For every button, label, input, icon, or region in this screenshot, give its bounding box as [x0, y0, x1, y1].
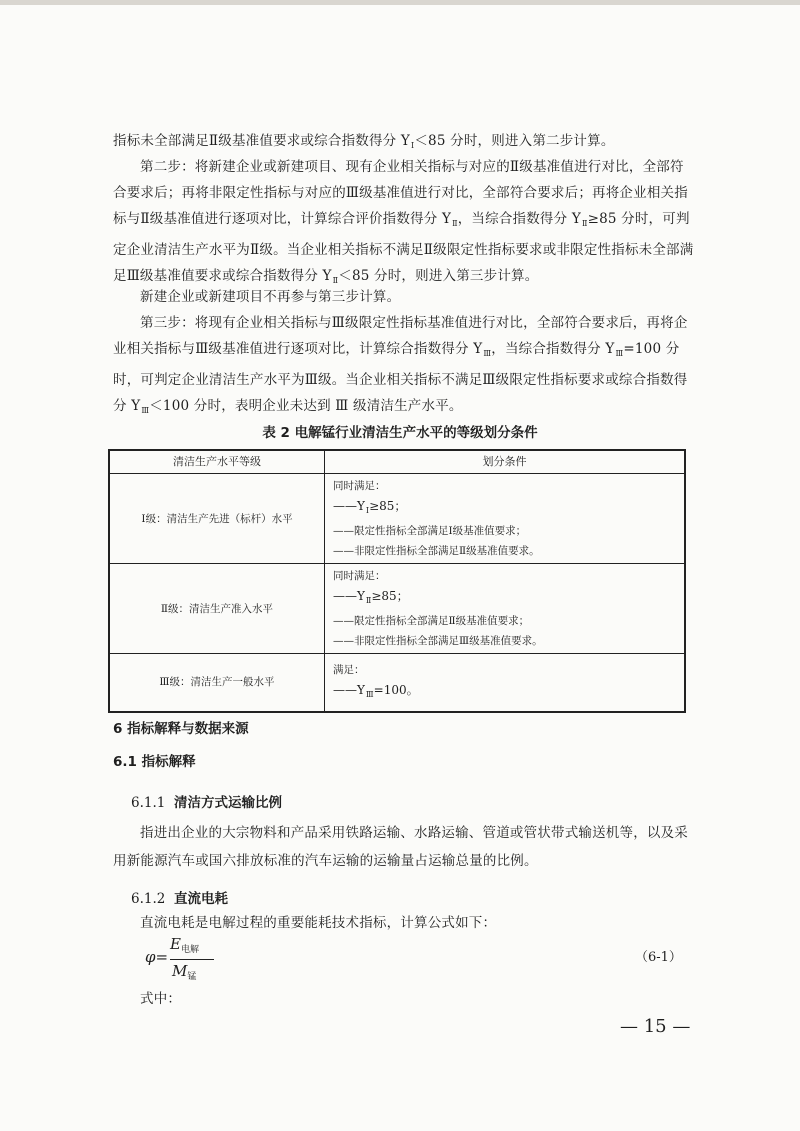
- level-cell: Ⅰ级：清洁生产先进（标杆）水平: [109, 474, 325, 564]
- table-caption: 表 2 电解锰行业清洁生产水平的等级划分条件: [262, 425, 538, 441]
- condition-line: ——限定性指标全部满足Ⅰ级基准值要求；: [333, 525, 527, 537]
- condition-line: 满足：: [333, 663, 365, 676]
- section-number: 6.1.2: [131, 891, 166, 907]
- formula-lhs: φ=: [145, 948, 169, 966]
- formula-denominator: [172, 962, 196, 982]
- level-cell: Ⅱ级：清洁生产准入水平: [109, 564, 325, 654]
- text: ＜85 分时，则进入第三步计算。: [338, 268, 539, 284]
- subscript: 电解: [180, 945, 199, 955]
- text: ＜100 分时，表明企业未达到 Ⅲ 级清洁生产水平。: [149, 398, 463, 414]
- section-heading-6: 6 指标解释与数据来源: [113, 721, 249, 737]
- section-number: 6.1.1: [131, 795, 166, 811]
- subscript: Ⅲ: [615, 349, 624, 358]
- column-header-conditions: 划分条件: [325, 450, 686, 474]
- table-row: [109, 564, 685, 654]
- subscript: Ⅲ: [483, 349, 492, 358]
- conditions-cell: [325, 564, 686, 654]
- subscript: Ⅱ: [581, 219, 588, 228]
- paragraph-transport-ratio: 指进出企业的大宗物料和产品采用铁路运输、水路运输、管道或管状带式输送机等，以及采用新能源汽车或国六排放标准的汽车运输的运输量占运输总量的比例。: [113, 825, 688, 869]
- text: 指标未全部满足Ⅱ级基准值要求或综合指数得分 Y: [113, 133, 410, 149]
- table-header-row: [109, 450, 685, 474]
- section-heading-6-1-2: [131, 887, 228, 907]
- text: =100。: [373, 682, 419, 697]
- subscript: Ⅲ: [365, 689, 374, 699]
- condition-score: [333, 680, 684, 705]
- condition-line: 同时满足：: [333, 570, 386, 582]
- text: 第三步：将现有企业相关指标与Ⅲ级限定性指标基准值进行对比，全部符合要求后，再将企业相关指标与Ⅲ级基准值进行逐项对比，计算综合指数得分 Y: [113, 315, 688, 357]
- formula-numerator: [170, 935, 199, 955]
- condition-score: [333, 586, 684, 611]
- subscript: Ⅲ: [141, 406, 150, 415]
- text: ＜85 分时，则进入第二步计算。: [414, 133, 615, 149]
- subscript: Ⅱ: [365, 596, 372, 605]
- text: 第二步：将新建企业或新建项目、现有企业相关指标与对应的Ⅱ级基准值进行对比，全部符合要求后；再将非限定性指标与对应的Ⅲ级基准值进行对比，全部符合要求后；再将企业相关指标与Ⅱ级基准值进行逐项对比，计算综合评价指数得分 Y: [113, 159, 688, 227]
- text: ，当综合指数得分 Y: [457, 211, 581, 227]
- text: ≥85 分时，可判定企业清洁生产水平为Ⅱ级。当企业相关指标不满足Ⅱ级限定性指标要求或非限定性指标未全部满足Ⅲ级基准值要求或综合指数得分 Y: [113, 211, 694, 284]
- text: =100 分时，可判定企业清洁生产水平为Ⅲ级。当企业相关指标不满足Ⅲ级限定性指标要求或综合指数得分 Y: [113, 341, 688, 414]
- subscript: Ⅱ: [452, 219, 458, 228]
- grade-table: [108, 449, 686, 713]
- condition-line: ——限定性指标全部满足Ⅱ级基准值要求；: [333, 615, 530, 627]
- where-label: 式中：: [140, 991, 182, 1007]
- text: ，当综合指数得分 Y: [491, 341, 615, 357]
- subscript: Ⅱ: [332, 276, 339, 285]
- section-title: 直流电耗: [173, 891, 228, 907]
- level-cell: Ⅲ级：清洁生产一般水平: [109, 654, 325, 712]
- text: ——Y: [333, 682, 365, 697]
- condition-line: 同时满足：: [333, 480, 386, 492]
- conditions-cell: [325, 474, 686, 564]
- text: M: [172, 962, 188, 980]
- table-row: [109, 474, 685, 564]
- condition-score: [333, 496, 684, 521]
- section-title: 清洁方式运输比例: [173, 795, 282, 811]
- subscript: 锰: [187, 972, 197, 982]
- text: ——Y: [333, 499, 365, 513]
- paragraph-step2: [113, 154, 697, 294]
- table-row: [109, 654, 685, 712]
- column-header-level: 清洁生产水平等级: [109, 450, 325, 474]
- paragraph-dc-consumption: 直流电耗是电解过程的重要能耗技术指标，计算公式如下：: [140, 915, 497, 931]
- page-number: — 15 —: [620, 1016, 691, 1037]
- text: ——Y: [333, 589, 365, 603]
- paragraph-step3: [113, 310, 697, 424]
- text: ≥85；: [371, 589, 409, 603]
- condition-line: ——非限定性指标全部满足Ⅲ级基准值要求。: [333, 635, 543, 647]
- equation-number: （6-1）: [635, 950, 682, 965]
- paragraph-no-step3: 新建企业或新建项目不再参与第三步计算。: [140, 289, 401, 305]
- section-heading-6-1: 6.1 指标解释: [113, 754, 196, 770]
- condition-line: ——非限定性指标全部满足Ⅱ级基准值要求。: [333, 545, 540, 557]
- section-heading-6-1-1: [131, 791, 282, 811]
- subscript: Ⅰ: [365, 506, 370, 515]
- text: ≥85；: [369, 499, 407, 513]
- fraction-bar: [170, 959, 214, 960]
- conditions-cell: [325, 654, 686, 712]
- subscript: Ⅰ: [410, 141, 415, 150]
- text: E: [170, 935, 181, 953]
